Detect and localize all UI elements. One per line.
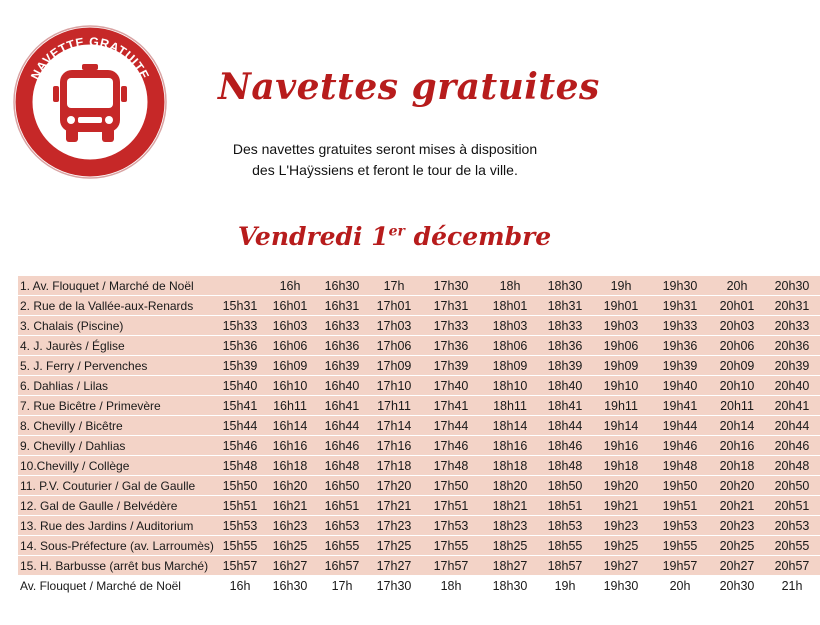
departure-time-cell: 16h11 bbox=[264, 396, 316, 416]
departure-time-cell: 17h14 bbox=[368, 416, 420, 436]
departure-time-cell: 19h41 bbox=[650, 396, 710, 416]
departure-time-cell: 18h30 bbox=[482, 576, 538, 596]
departure-time-cell: 18h46 bbox=[538, 436, 592, 456]
stop-name-cell: 7. Rue Bicêtre / Primevère bbox=[18, 396, 216, 416]
departure-time-cell: 18h48 bbox=[538, 456, 592, 476]
intro-text bbox=[200, 139, 570, 181]
departure-time-cell: 16h40 bbox=[316, 376, 368, 396]
logo-badge-text: NAVETTE GRATUITE bbox=[28, 34, 152, 82]
departure-time-cell: 15h36 bbox=[216, 336, 264, 356]
stop-name-cell: 12. Gal de Gaulle / Belvédère bbox=[18, 496, 216, 516]
departure-time-cell: 18h30 bbox=[538, 276, 592, 296]
stop-name-cell: Av. Flouquet / Marché de Noël bbox=[18, 576, 216, 596]
departure-time-cell: 18h33 bbox=[538, 316, 592, 336]
navette-gratuite-logo bbox=[10, 20, 170, 180]
departure-time-cell: 18h06 bbox=[482, 336, 538, 356]
departure-time-cell: 15h40 bbox=[216, 376, 264, 396]
departure-time-cell: 19h16 bbox=[592, 436, 650, 456]
departure-time-cell: 19h20 bbox=[592, 476, 650, 496]
departure-time-cell: 20h50 bbox=[764, 476, 820, 496]
stop-name-cell: 4. J. Jaurès / Église bbox=[18, 336, 216, 356]
day-heading-ordinal: er bbox=[388, 223, 405, 240]
departure-time-cell: 18h14 bbox=[482, 416, 538, 436]
departure-time-cell: 19h bbox=[538, 576, 592, 596]
table-row bbox=[18, 536, 820, 556]
departure-time-cell: 20h25 bbox=[710, 536, 764, 556]
departure-time-cell: 16h31 bbox=[316, 296, 368, 316]
departure-time-cell: 20h55 bbox=[764, 536, 820, 556]
departure-time-cell: 20h03 bbox=[710, 316, 764, 336]
stop-name-cell: 5. J. Ferry / Pervenches bbox=[18, 356, 216, 376]
departure-time-cell: 20h44 bbox=[764, 416, 820, 436]
departure-time-cell: 15h31 bbox=[216, 296, 264, 316]
stop-name-cell: 9. Chevilly / Dahlias bbox=[18, 436, 216, 456]
table-row bbox=[18, 296, 820, 316]
departure-time-cell: 16h bbox=[216, 576, 264, 596]
departure-time-cell: 16h30 bbox=[264, 576, 316, 596]
departure-time-cell: 17h01 bbox=[368, 296, 420, 316]
table-row bbox=[18, 376, 820, 396]
stop-name-cell: 6. Dahlias / Lilas bbox=[18, 376, 216, 396]
departure-time-cell: 17h bbox=[316, 576, 368, 596]
departure-time-cell: 16h53 bbox=[316, 516, 368, 536]
departure-time-cell: 17h53 bbox=[420, 516, 482, 536]
departure-time-cell: 18h03 bbox=[482, 316, 538, 336]
departure-time-cell: 15h46 bbox=[216, 436, 264, 456]
departure-time-cell: 16h18 bbox=[264, 456, 316, 476]
stop-name-cell: 8. Chevilly / Bicêtre bbox=[18, 416, 216, 436]
departure-time-cell: 19h18 bbox=[592, 456, 650, 476]
departure-time-cell: 18h09 bbox=[482, 356, 538, 376]
departure-time-cell: 15h48 bbox=[216, 456, 264, 476]
departure-time-cell: 17h30 bbox=[420, 276, 482, 296]
departure-time-cell: 18h20 bbox=[482, 476, 538, 496]
departure-time-cell: 17h48 bbox=[420, 456, 482, 476]
departure-time-cell: 17h18 bbox=[368, 456, 420, 476]
departure-time-cell: 19h06 bbox=[592, 336, 650, 356]
departure-time-cell: 17h41 bbox=[420, 396, 482, 416]
departure-time-cell: 18h36 bbox=[538, 336, 592, 356]
stop-name-cell: 13. Rue des Jardins / Auditorium bbox=[18, 516, 216, 536]
departure-time-cell: 20h16 bbox=[710, 436, 764, 456]
departure-time-cell: 17h23 bbox=[368, 516, 420, 536]
departure-time-cell: 17h31 bbox=[420, 296, 482, 316]
stop-name-cell: 3. Chalais (Piscine) bbox=[18, 316, 216, 336]
departure-time-cell: 18h51 bbox=[538, 496, 592, 516]
departure-time-cell: 19h30 bbox=[650, 276, 710, 296]
departure-time-cell: 15h51 bbox=[216, 496, 264, 516]
departure-time-cell: 18h23 bbox=[482, 516, 538, 536]
departure-time-cell: 16h51 bbox=[316, 496, 368, 516]
table-row bbox=[18, 316, 820, 336]
departure-time-cell: 16h03 bbox=[264, 316, 316, 336]
table-row bbox=[18, 456, 820, 476]
departure-time-cell: 16h25 bbox=[264, 536, 316, 556]
departure-time-cell: 18h31 bbox=[538, 296, 592, 316]
departure-time-cell bbox=[216, 276, 264, 296]
departure-time-cell: 20h21 bbox=[710, 496, 764, 516]
departure-time-cell: 18h bbox=[482, 276, 538, 296]
departure-time-cell: 16h36 bbox=[316, 336, 368, 356]
stop-name-cell: 11. P.V. Couturier / Gal de Gaulle bbox=[18, 476, 216, 496]
departure-time-cell: 19h53 bbox=[650, 516, 710, 536]
departure-time-cell: 20h11 bbox=[710, 396, 764, 416]
departure-time-cell: 15h50 bbox=[216, 476, 264, 496]
departure-time-cell: 19h46 bbox=[650, 436, 710, 456]
departure-time-cell: 17h50 bbox=[420, 476, 482, 496]
departure-time-cell: 18h18 bbox=[482, 456, 538, 476]
departure-time-cell: 16h50 bbox=[316, 476, 368, 496]
departure-time-cell: 18h10 bbox=[482, 376, 538, 396]
departure-time-cell: 16h14 bbox=[264, 416, 316, 436]
departure-time-cell: 19h01 bbox=[592, 296, 650, 316]
departure-time-cell: 20h51 bbox=[764, 496, 820, 516]
departure-time-cell: 18h bbox=[420, 576, 482, 596]
schedule-table bbox=[18, 276, 820, 596]
departure-time-cell: 15h53 bbox=[216, 516, 264, 536]
table-row bbox=[18, 476, 820, 496]
departure-time-cell: 19h57 bbox=[650, 556, 710, 576]
departure-time-cell: 16h21 bbox=[264, 496, 316, 516]
departure-time-cell: 17h39 bbox=[420, 356, 482, 376]
departure-time-cell: 15h44 bbox=[216, 416, 264, 436]
departure-time-cell: 16h01 bbox=[264, 296, 316, 316]
departure-time-cell: 17h27 bbox=[368, 556, 420, 576]
departure-time-cell: 18h50 bbox=[538, 476, 592, 496]
departure-time-cell: 19h03 bbox=[592, 316, 650, 336]
departure-time-cell: 17h20 bbox=[368, 476, 420, 496]
departure-time-cell: 19h27 bbox=[592, 556, 650, 576]
stop-name-cell: 1. Av. Flouquet / Marché de Noël bbox=[18, 276, 216, 296]
departure-time-cell: 20h31 bbox=[764, 296, 820, 316]
departure-time-cell: 17h16 bbox=[368, 436, 420, 456]
departure-time-cell: 17h06 bbox=[368, 336, 420, 356]
departure-time-cell: 18h27 bbox=[482, 556, 538, 576]
departure-time-cell: 19h bbox=[592, 276, 650, 296]
table-row bbox=[18, 556, 820, 576]
departure-time-cell: 17h03 bbox=[368, 316, 420, 336]
departure-time-cell: 18h25 bbox=[482, 536, 538, 556]
departure-time-cell: 18h16 bbox=[482, 436, 538, 456]
departure-time-cell: 15h41 bbox=[216, 396, 264, 416]
departure-time-cell: 18h53 bbox=[538, 516, 592, 536]
departure-time-cell: 17h46 bbox=[420, 436, 482, 456]
day-heading-prefix: Vendredi 1 bbox=[237, 222, 389, 251]
departure-time-cell: 16h57 bbox=[316, 556, 368, 576]
table-row bbox=[18, 436, 820, 456]
departure-time-cell: 19h44 bbox=[650, 416, 710, 436]
departure-time-cell: 20h30 bbox=[764, 276, 820, 296]
departure-time-cell: 20h36 bbox=[764, 336, 820, 356]
departure-time-cell: 20h23 bbox=[710, 516, 764, 536]
departure-time-cell: 18h01 bbox=[482, 296, 538, 316]
departure-time-cell: 15h33 bbox=[216, 316, 264, 336]
departure-time-cell: 18h21 bbox=[482, 496, 538, 516]
departure-time-cell: 20h10 bbox=[710, 376, 764, 396]
page-title: Navettes gratuites bbox=[218, 66, 600, 108]
departure-time-cell: 20h33 bbox=[764, 316, 820, 336]
departure-time-cell: 19h31 bbox=[650, 296, 710, 316]
departure-time-cell: 19h40 bbox=[650, 376, 710, 396]
departure-time-cell: 20h bbox=[650, 576, 710, 596]
departure-time-cell: 16h48 bbox=[316, 456, 368, 476]
table-row bbox=[18, 576, 820, 596]
table-row bbox=[18, 496, 820, 516]
departure-time-cell: 17h51 bbox=[420, 496, 482, 516]
departure-time-cell: 19h33 bbox=[650, 316, 710, 336]
departure-time-cell: 20h53 bbox=[764, 516, 820, 536]
departure-time-cell: 20h57 bbox=[764, 556, 820, 576]
departure-time-cell: 20h46 bbox=[764, 436, 820, 456]
stop-name-cell: 10.Chevilly / Collège bbox=[18, 456, 216, 476]
departure-time-cell: 19h48 bbox=[650, 456, 710, 476]
stop-name-cell: 14. Sous-Préfecture (av. Larroumès) bbox=[18, 536, 216, 556]
departure-time-cell: 19h23 bbox=[592, 516, 650, 536]
departure-time-cell: 21h bbox=[764, 576, 820, 596]
departure-time-cell: 18h39 bbox=[538, 356, 592, 376]
departure-time-cell: 16h09 bbox=[264, 356, 316, 376]
intro-line-1: Des navettes gratuites seront mises à disposition bbox=[232, 141, 538, 157]
departure-time-cell: 17h bbox=[368, 276, 420, 296]
departure-time-cell: 20h06 bbox=[710, 336, 764, 356]
departure-time-cell: 18h44 bbox=[538, 416, 592, 436]
departure-time-cell: 19h10 bbox=[592, 376, 650, 396]
departure-time-cell: 17h10 bbox=[368, 376, 420, 396]
departure-time-cell: 17h09 bbox=[368, 356, 420, 376]
departure-time-cell: 16h39 bbox=[316, 356, 368, 376]
departure-time-cell: 19h51 bbox=[650, 496, 710, 516]
departure-time-cell: 19h39 bbox=[650, 356, 710, 376]
departure-time-cell: 16h20 bbox=[264, 476, 316, 496]
table-row bbox=[18, 356, 820, 376]
departure-time-cell: 18h41 bbox=[538, 396, 592, 416]
stop-name-cell: 2. Rue de la Vallée-aux-Renards bbox=[18, 296, 216, 316]
departure-time-cell: 19h36 bbox=[650, 336, 710, 356]
day-heading-suffix: décembre bbox=[404, 222, 552, 251]
departure-time-cell: 19h21 bbox=[592, 496, 650, 516]
departure-time-cell: 18h40 bbox=[538, 376, 592, 396]
departure-time-cell: 20h18 bbox=[710, 456, 764, 476]
intro-line-2: des L'Haÿssiens et feront le tour de la ville. bbox=[252, 162, 518, 178]
departure-time-cell: 17h11 bbox=[368, 396, 420, 416]
departure-time-cell: 17h40 bbox=[420, 376, 482, 396]
departure-time-cell: 16h bbox=[264, 276, 316, 296]
departure-time-cell: 17h30 bbox=[368, 576, 420, 596]
departure-time-cell: 20h01 bbox=[710, 296, 764, 316]
departure-time-cell: 16h10 bbox=[264, 376, 316, 396]
departure-time-cell: 20h14 bbox=[710, 416, 764, 436]
departure-time-cell: 20h40 bbox=[764, 376, 820, 396]
table-row bbox=[18, 516, 820, 536]
departure-time-cell: 17h55 bbox=[420, 536, 482, 556]
departure-time-cell: 18h55 bbox=[538, 536, 592, 556]
departure-time-cell: 16h46 bbox=[316, 436, 368, 456]
departure-time-cell: 17h36 bbox=[420, 336, 482, 356]
departure-time-cell: 16h44 bbox=[316, 416, 368, 436]
departure-time-cell: 16h55 bbox=[316, 536, 368, 556]
departure-time-cell: 19h11 bbox=[592, 396, 650, 416]
departure-time-cell: 20h bbox=[710, 276, 764, 296]
table-row bbox=[18, 276, 820, 296]
departure-time-cell: 20h39 bbox=[764, 356, 820, 376]
departure-time-cell: 16h30 bbox=[316, 276, 368, 296]
departure-time-cell: 16h23 bbox=[264, 516, 316, 536]
table-row bbox=[18, 336, 820, 356]
departure-time-cell: 20h20 bbox=[710, 476, 764, 496]
table-row bbox=[18, 416, 820, 436]
departure-time-cell: 15h55 bbox=[216, 536, 264, 556]
departure-time-cell: 17h57 bbox=[420, 556, 482, 576]
day-heading bbox=[0, 222, 789, 251]
departure-time-cell: 16h41 bbox=[316, 396, 368, 416]
departure-time-cell: 17h25 bbox=[368, 536, 420, 556]
departure-time-cell: 20h30 bbox=[710, 576, 764, 596]
departure-time-cell: 20h09 bbox=[710, 356, 764, 376]
departure-time-cell: 17h21 bbox=[368, 496, 420, 516]
departure-time-cell: 20h41 bbox=[764, 396, 820, 416]
departure-time-cell: 19h30 bbox=[592, 576, 650, 596]
departure-time-cell: 19h25 bbox=[592, 536, 650, 556]
departure-time-cell: 16h16 bbox=[264, 436, 316, 456]
table-row bbox=[18, 396, 820, 416]
departure-time-cell: 16h06 bbox=[264, 336, 316, 356]
departure-time-cell: 19h09 bbox=[592, 356, 650, 376]
bus-icon bbox=[10, 20, 170, 180]
departure-time-cell: 16h27 bbox=[264, 556, 316, 576]
departure-time-cell: 15h39 bbox=[216, 356, 264, 376]
departure-time-cell: 17h33 bbox=[420, 316, 482, 336]
departure-time-cell: 19h55 bbox=[650, 536, 710, 556]
departure-time-cell: 20h27 bbox=[710, 556, 764, 576]
stop-name-cell: 15. H. Barbusse (arrêt bus Marché) bbox=[18, 556, 216, 576]
departure-time-cell: 18h57 bbox=[538, 556, 592, 576]
departure-time-cell: 20h48 bbox=[764, 456, 820, 476]
departure-time-cell: 18h11 bbox=[482, 396, 538, 416]
departure-time-cell: 16h33 bbox=[316, 316, 368, 336]
departure-time-cell: 15h57 bbox=[216, 556, 264, 576]
departure-time-cell: 17h44 bbox=[420, 416, 482, 436]
departure-time-cell: 19h50 bbox=[650, 476, 710, 496]
departure-time-cell: 19h14 bbox=[592, 416, 650, 436]
